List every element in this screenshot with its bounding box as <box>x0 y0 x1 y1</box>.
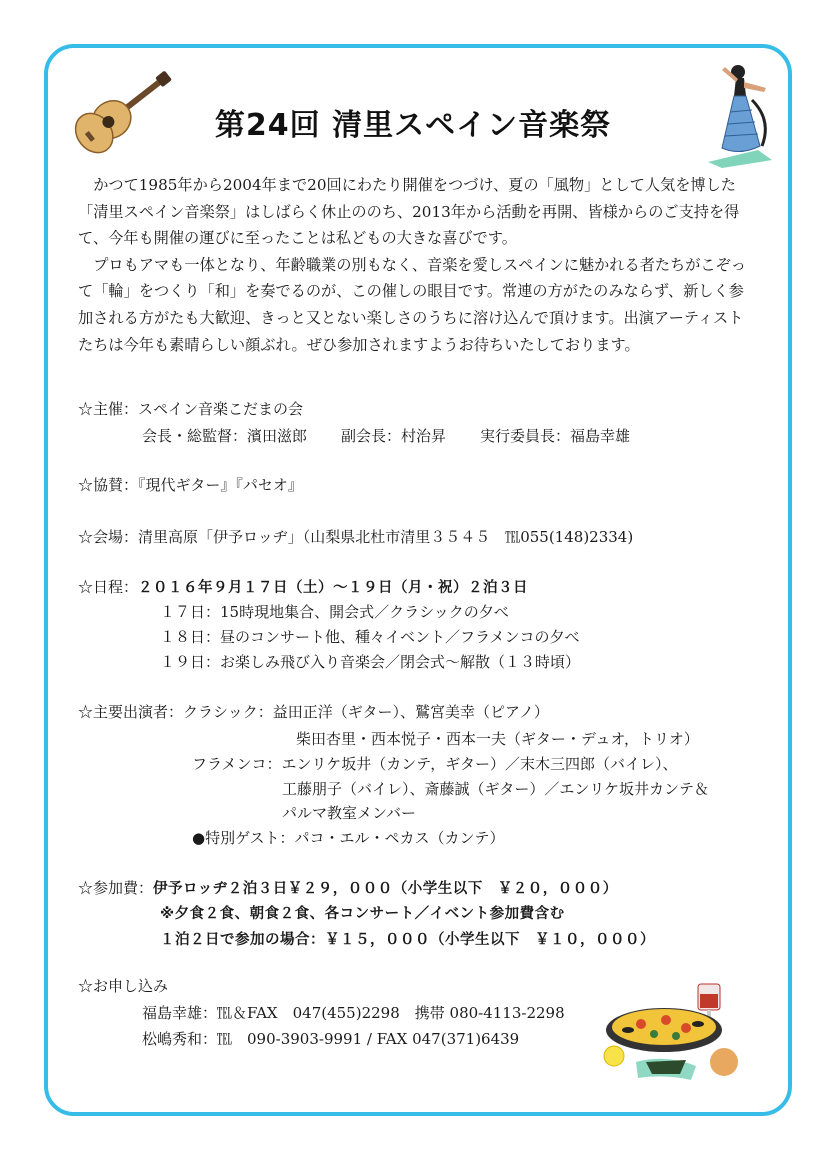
page-title: 第24回 清里スペイン音楽祭 <box>214 108 612 143</box>
performers-classic-1: ☆主要出演者：クラシック：益田正洋（ギター）、鷲宮美幸（ピアノ） <box>78 703 549 721</box>
fee-full: 伊予ロッヂ２泊３日￥２９，０００（小学生以下 ￥２０，０００） <box>153 881 618 897</box>
intro-paragraph-1: かつて1985年から2004年まで20回にわたり開催をつづけ、夏の「風物」として人気を博した「清里スペイン音楽祭」はしばらく休止ののち、2013年から活動を再開、皆様からのご支持を得て、今年も開催の運びに至ったことは私どもの大きな喜びです。 <box>78 176 740 248</box>
venue-line: ☆会場：清里高原「伊予ロッヂ」（山梨県北杜市清里３５４５ ℡055(148)2334) <box>78 528 634 546</box>
performers-flamenco-2: 工藤朋子（バイレ）、斎藤誠（ギター）／エンリケ坂井カンテ＆ <box>282 780 710 798</box>
fee-line <box>78 877 618 900</box>
schedule-dates: ２０１６年９月１７日（土）〜１９日（月・祝）２泊３日 <box>138 580 529 596</box>
intro-paragraph-2: プロもアマも一体となり、年齢職業の別もなく、音楽を愛しスペインに魅かれる者たちがこぞって「輪」をつくり「和」を奏でるのが、この催しの眼目です。常連の方がたのみならず、新しく参加される方がたも大歓迎、きっと又とない楽しさのうちに溶け込んで頂けます。出演アーティストたちは今年も素晴らしい顔ぶれ。ぜひ参加されますようお待ちいたしております。 <box>78 255 746 354</box>
schedule-day-18: １８日：昼のコンサート他、種々イベント／フラメンコの夕べ <box>160 628 580 646</box>
schedule-label: ☆日程： <box>78 578 139 596</box>
organizer-officers <box>142 425 630 447</box>
performers-flamenco-3: パルマ教室メンバー <box>282 804 416 822</box>
intro-text <box>78 172 758 358</box>
special-guest: ●特別ゲスト：パコ・エル・ペカス（カンテ） <box>192 829 505 847</box>
schedule-line <box>78 576 528 599</box>
paella-illustration <box>596 982 756 1092</box>
schedule-day-17: １７日：15時現地集合、開会式／クラシックの夕べ <box>160 603 509 621</box>
apply-fukushima: 福島幸雄：℡＆FAX 047(455)2298 携帯 080-4113-2298 <box>142 1004 565 1022</box>
organizer-line: ☆主催：スペイン音楽こだまの会 <box>78 400 304 418</box>
schedule-day-19: １９日：お楽しみ飛び入り音楽会／閉会式〜解散（１３時頃） <box>160 653 581 671</box>
apply-matsushima: 松嶋秀和：℡ 090-3903-9991 / FAX 047(371)6439 <box>142 1030 520 1048</box>
fee-one-night: １泊２日で参加の場合：￥１５，０００（小学生以下 ￥１０，０００） <box>160 932 655 948</box>
performers-classic-2: 柴田杏里・西本悦子・西本一夫（ギター・デュオ，トリオ） <box>296 730 699 748</box>
fee-label: ☆参加費： <box>78 879 154 897</box>
organizer-exec: 実行委員長：福島幸雄 <box>480 427 631 445</box>
performers-flamenco-1: フラメンコ：エンリケ坂井（カンテ，ギター）／末木三四郎（バイレ）、 <box>192 755 678 773</box>
fee-note: ※夕食２食、朝食２食、各コンサート／イベント参加費含む <box>160 906 565 922</box>
organizer-chair: 会長・総監督：濱田滋郎 <box>142 427 308 445</box>
sponsor-line: ☆協賛：『現代ギター』『パセオ』 <box>78 476 303 494</box>
apply-label: ☆お申し込み <box>78 977 169 995</box>
organizer-vice: 副会長：村治昇 <box>341 427 447 445</box>
